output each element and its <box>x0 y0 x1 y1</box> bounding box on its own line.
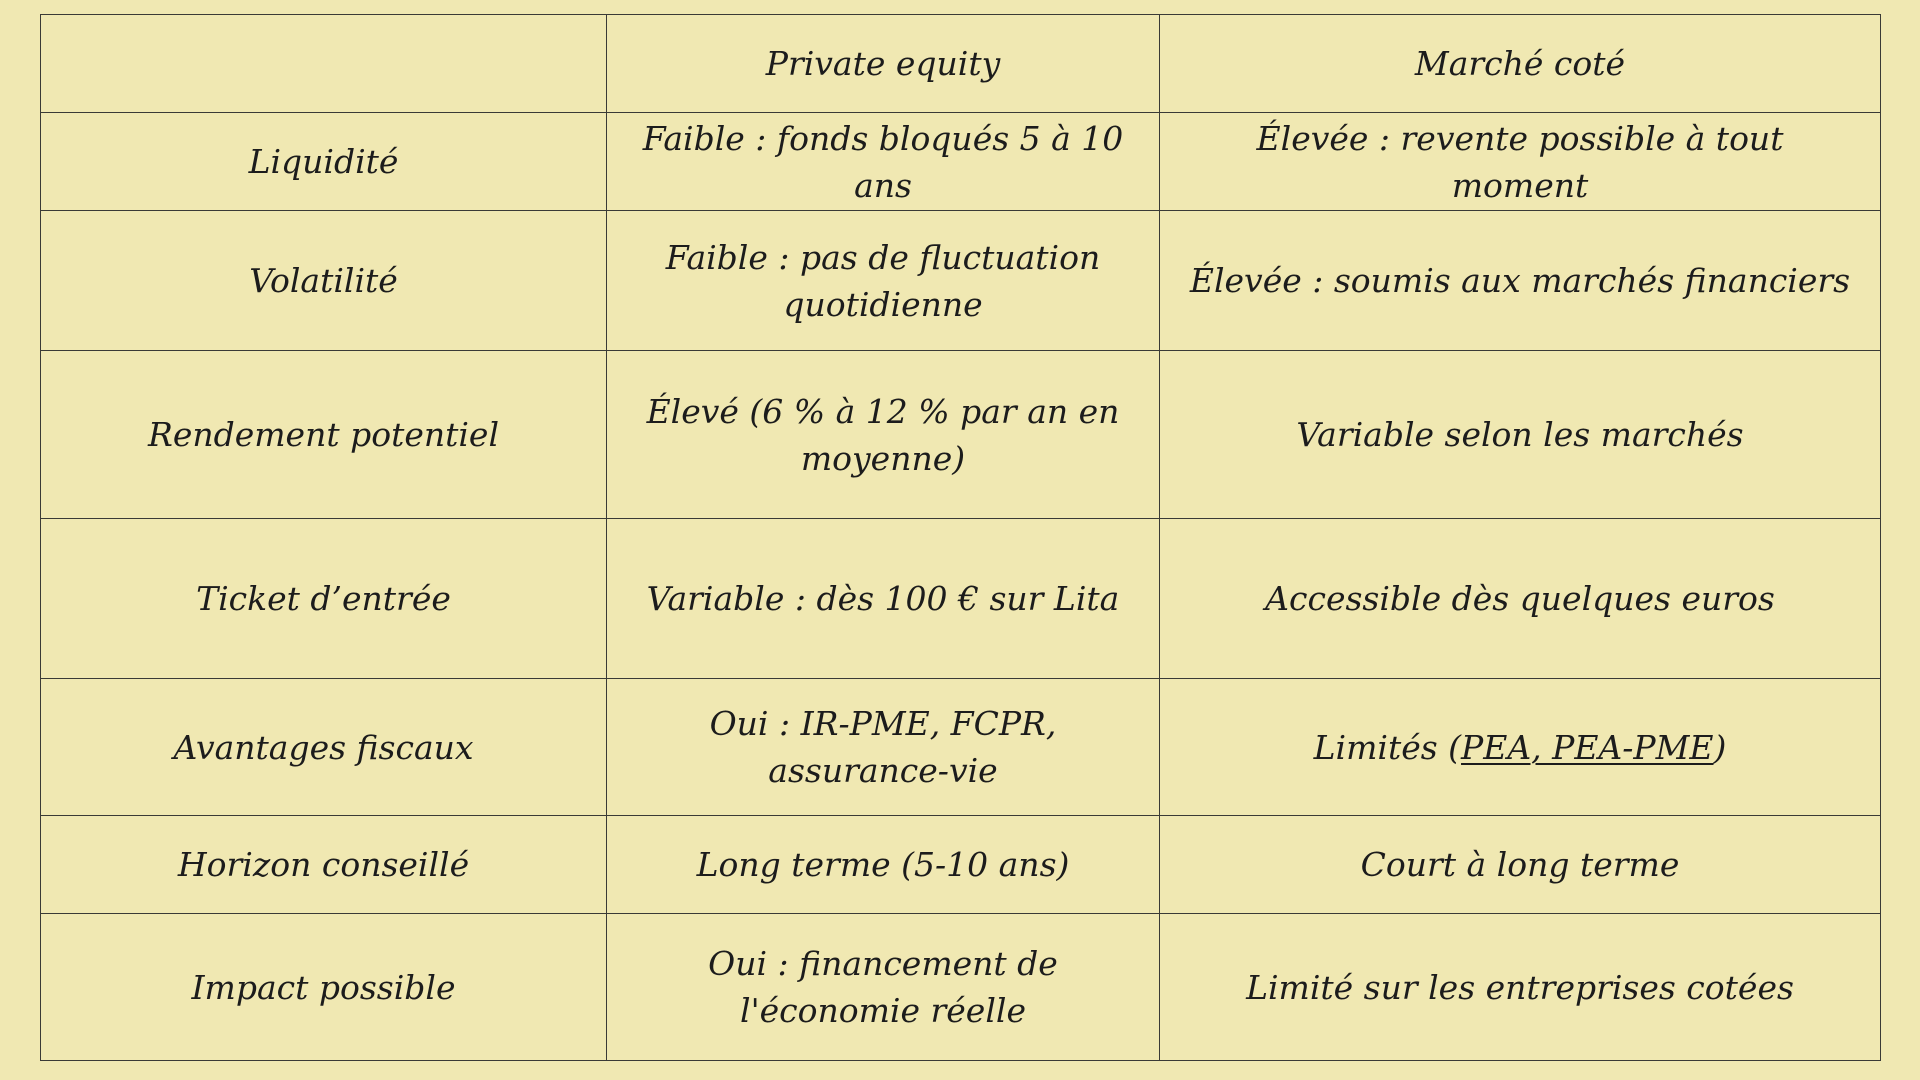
table-row-possible-impact <box>41 914 1881 1061</box>
table-row-recommended-horizon <box>41 816 1881 914</box>
private-equity-cell: Oui : IR-PME, FCPR, assurance-vie <box>607 679 1160 816</box>
table-row-liquidity <box>41 113 1881 211</box>
listed-market-cell: Accessible dès quelques euros <box>1160 519 1881 679</box>
private-equity-cell: Long terme (5-10 ans) <box>607 816 1160 914</box>
private-equity-cell: Faible : pas de fluctuation quotidienne <box>607 211 1160 351</box>
table-header-row <box>41 15 1881 113</box>
header-corner-cell <box>41 15 607 113</box>
criterion-cell: Impact possible <box>41 914 607 1061</box>
private-equity-cell: Faible : fonds bloqués 5 à 10 ans <box>607 113 1160 211</box>
criterion-cell: Horizon conseillé <box>41 816 607 914</box>
listed-market-cell: Court à long terme <box>1160 816 1881 914</box>
listed-market-cell: Variable selon les marchés <box>1160 351 1881 519</box>
private-equity-cell: Oui : financement de l'économie réelle <box>607 914 1160 1061</box>
listed-market-cell <box>1160 679 1881 816</box>
pea-link[interactable]: PEA, PEA-PME <box>1461 727 1714 767</box>
comparison-table <box>40 14 1881 1061</box>
criterion-cell: Rendement potentiel <box>41 351 607 519</box>
listed-market-prefix: Limités ( <box>1313 727 1462 767</box>
criterion-cell: Volatilité <box>41 211 607 351</box>
table-row-volatility <box>41 211 1881 351</box>
listed-market-suffix: ) <box>1713 727 1727 767</box>
criterion-cell: Avantages fiscaux <box>41 679 607 816</box>
private-equity-cell: Variable : dès 100 € sur Lita <box>607 519 1160 679</box>
table-row-tax-advantages <box>41 679 1881 816</box>
table-row-entry-ticket <box>41 519 1881 679</box>
criterion-cell: Ticket d’entrée <box>41 519 607 679</box>
table-row-potential-return <box>41 351 1881 519</box>
header-listed-market: Marché coté <box>1160 15 1881 113</box>
listed-market-cell: Limité sur les entreprises cotées <box>1160 914 1881 1061</box>
header-private-equity: Private equity <box>607 15 1160 113</box>
listed-market-cell: Élevée : soumis aux marchés financiers <box>1160 211 1881 351</box>
criterion-cell: Liquidité <box>41 113 607 211</box>
listed-market-cell: Élevée : revente possible à tout moment <box>1160 113 1881 211</box>
private-equity-cell: Élevé (6 % à 12 % par an en moyenne) <box>607 351 1160 519</box>
